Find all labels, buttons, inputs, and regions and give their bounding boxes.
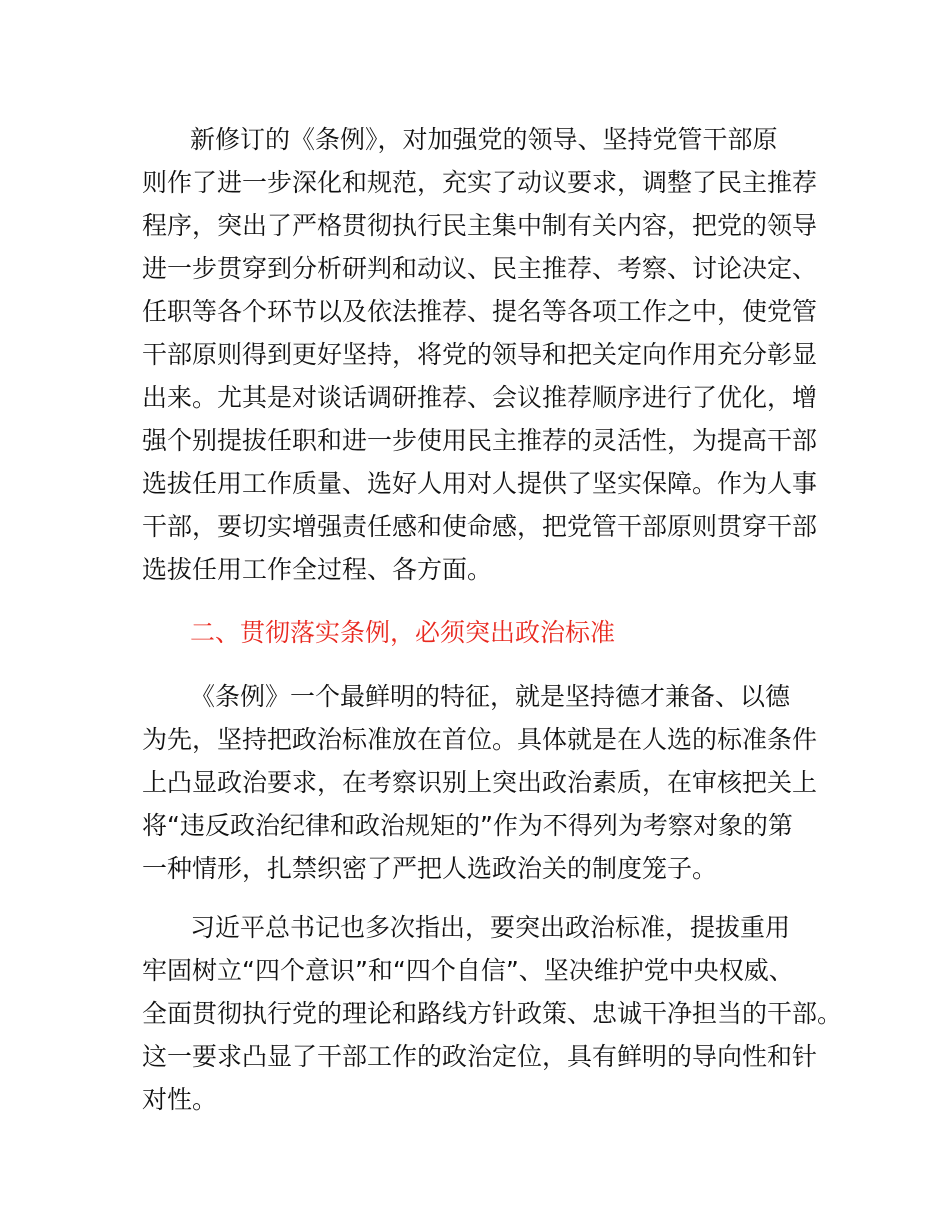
paragraph-1-line-1: 新修订的《条例》，对加强党的领导、坚持党管干部原 [190, 125, 778, 154]
paragraph-3-line-4: 这一要求凸显了干部工作的政治定位，具有鲜明的导向性和针 [142, 1042, 818, 1071]
paragraph-3-line-2: 牢固树立“四个意识”和“四个自信”、坚决维护党中央权威、 [142, 956, 794, 985]
paragraph-1-line-4: 进一步贯穿到分析研判和动议、民主推荐、考察、讨论决定、 [142, 254, 818, 283]
section-heading: 二、贯彻落实条例，必须突出政治标准 [190, 618, 616, 647]
paragraph-3-line-1: 习近平总书记也多次指出，要突出政治标准，提拔重用 [190, 913, 791, 942]
paragraph-3-line-3: 全面贯彻执行党的理论和路线方针政策、忠诚干净担当的干部。 [142, 999, 843, 1028]
paragraph-2-line-5: 一种情形，扎禁织密了严把人选政治关的制度笼子。 [142, 854, 718, 883]
paragraph-1-line-9: 选拔任用工作质量、选好人用对人提供了坚实保障。作为人事 [142, 469, 818, 498]
paragraph-1-line-3: 程序，突出了严格贯彻执行民主集中制有关内容，把党的领导 [142, 211, 818, 240]
paragraph-1-line-5: 任职等各个环节以及依法推荐、提名等各项工作之中，使党管 [142, 297, 818, 326]
paragraph-2-line-3: 上凸显政治要求，在考察识别上突出政治素质，在审核把关上 [142, 768, 818, 797]
paragraph-2-line-1: 《条例》一个最鲜明的特征，就是坚持德才兼备、以德 [190, 682, 791, 711]
paragraph-1-line-8: 强个别提拔任职和进一步使用民主推荐的灵活性，为提高干部 [142, 426, 818, 455]
paragraph-1-line-6: 干部原则得到更好坚持，将党的领导和把关定向作用充分彰显 [142, 340, 818, 369]
paragraph-1-line-2: 则作了进一步深化和规范，充实了动议要求，调整了民主推荐 [142, 168, 818, 197]
paragraph-1-line-7: 出来。尤其是对谈话调研推荐、会议推荐顺序进行了优化，增 [142, 383, 818, 412]
paragraph-3-line-5: 对性。 [142, 1085, 218, 1114]
paragraph-1-line-11: 选拔任用工作全过程、各方面。 [142, 555, 493, 584]
paragraph-1-line-10: 干部，要切实增强责任感和使命感，把党管干部原则贯穿干部 [142, 512, 818, 541]
paragraph-2-line-4: 将“违反政治纪律和政治规矩的”作为不得列为考察对象的第 [142, 811, 793, 840]
paragraph-2-line-2: 为先，坚持把政治标准放在首位。具体就是在人选的标准条件 [142, 725, 818, 754]
